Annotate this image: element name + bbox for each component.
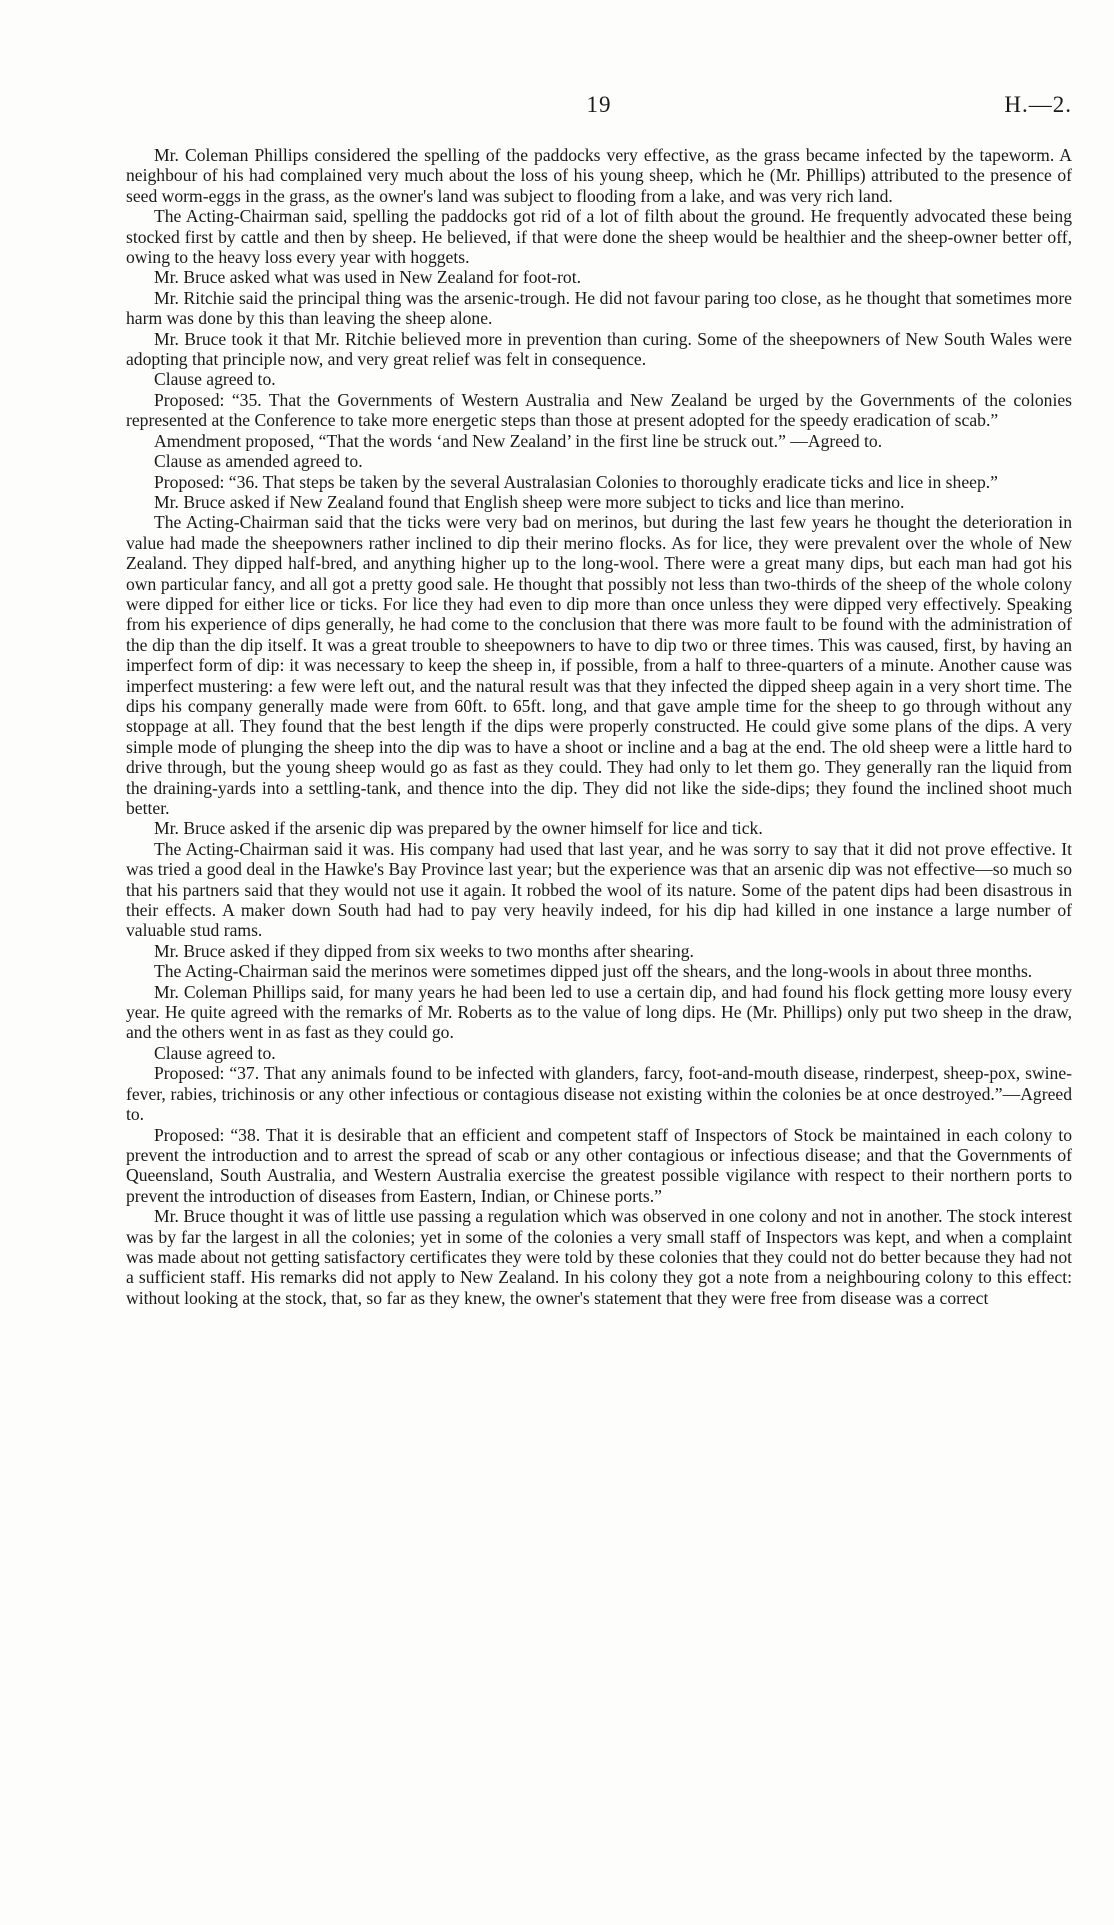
- paragraph: Mr. Bruce asked if the arsenic dip was prepared by the owner himself for lice and tick.: [154, 818, 763, 839]
- paragraph: Mr. Bruce thought it was of little use passing a regulation which was observed in one colony and not in another. The stock interest was by far the largest in all the colonies; yet in some of the colonies a very small staff of Inspectors was kept, and when a complaint was made about not getting satisfactory certificates they were told by these colonies that they could not do better because they had not a sufficient staff. His remarks did not apply to New Zealand. In his colony they got a note from a neighbouring colony to this effect: without looking at the stock, that, so far as they knew, the owner's statement that they were free from disease was a correct: [126, 1206, 1072, 1308]
- paragraph: Mr. Bruce asked what was used in New Zealand for foot-rot.: [154, 267, 582, 288]
- paragraph: Proposed: “37. That any animals found to be infected with glanders, farcy, foot-and-mouth disease, rinderpest, sheep-pox, swine-fever, rabies, trichinosis or any other infectious or contagious disease not existing within the colonies be at once destroyed.”—Agreed to.: [126, 1063, 1072, 1125]
- paragraph: The Acting-Chairman said, spelling the paddocks got rid of a lot of filth about the ground. He frequently advocated these being stocked first by cattle and then by sheep. He believed, if that were done the sheep would be healthier and the sheep-owner better off, owing to the heavy loss every year with hoggets.: [126, 206, 1072, 268]
- paragraph: The Acting-Chairman said that the ticks were very bad on merinos, but during the last few years he thought the deterioration in value had made the sheepowners rather inclined to dip their merino flocks. As for lice, they were prevalent over the whole of New Zealand. They dipped half-bred, and anything higher up to the long-wool. There were a great many dips, but each man had got his own particular fancy, and all got a pretty good sale. He thought that possibly not less than two-thirds of the sheep of the whole colony were dipped for either lice or ticks. For lice they had even to dip more than once unless they were dipped very effectively. Speaking from his experience of dips generally, he had come to the conclusion that there was more fault to be found with the administration of the dip than the dip itself. It was a great trouble to sheepowners to have to dip two or three times. This was caused, first, by having an imperfect form of dip: it was necessary to keep the sheep in, if possible, from a half to three-quarters of a minute. Another cause was imperfect mustering: a few were left out, and the natural result was that they infected the dipped sheep again in a very short time. The dips his company generally made were from 60ft. to 65ft. long, and that gave ample time for the sheep to go through without any stoppage at all. They found that the best length if the dips were properly constructed. He could give some plans of the dips. A very simple mode of plunging the sheep into the dip was to have a shoot or incline and a bag at the end. The old sheep were a little hard to drive through, but the young sheep would go as fast as they could. They had only to let them go. They generally ran the liquid from the draining-yards into a settling-tank, and thence into the dip. They did not like the side-dips; they found the inclined shoot much better.: [126, 512, 1072, 818]
- paragraph: The Acting-Chairman said the merinos were sometimes dipped just off the shears, and the long-wools in about three months.: [154, 961, 1033, 982]
- paragraph: Clause agreed to.: [154, 1042, 276, 1063]
- paragraph: Mr. Ritchie said the principal thing was the arsenic-trough. He did not favour paring too close, as he thought that sometimes more harm was done by this than leaving the sheep alone.: [126, 287, 1072, 329]
- paragraph: Proposed: “36. That steps be taken by the several Australasian Colonies to thoroughly eradicate ticks and lice in sheep.”: [154, 471, 998, 492]
- document-body: [126, 145, 1072, 1308]
- paragraph: Mr. Bruce took it that Mr. Ritchie believed more in prevention than curing. Some of the sheepowners of New South Wales were adopting that principle now, and very great relief was felt in consequence.: [126, 328, 1072, 370]
- paragraph: Amendment proposed, “That the words ‘and New Zealand’ in the first line be struck out.” —Agreed to.: [154, 430, 883, 451]
- paragraph: Clause agreed to.: [154, 369, 276, 390]
- document-reference: H.—2.: [1004, 92, 1072, 117]
- paragraph: Mr. Coleman Phillips said, for many years he had been led to use a certain dip, and had found his flock getting more lousy every year. He quite agreed with the remarks of Mr. Roberts as to the value of long dips. He (Mr. Phillips) only put two sheep in the draw, and the others went in as fast as they could go.: [126, 981, 1072, 1043]
- paragraph: Mr. Coleman Phillips considered the spelling of the paddocks very effective, as the grass became infected by the tapeworm. A neighbour of his had complained very much about the loss of his young sheep, which he (Mr. Phillips) attributed to the presence of seed worm-eggs in the grass, as the owner's land was subject to flooding from a lake, and was very rich land.: [126, 145, 1072, 206]
- paragraph: Proposed: “35. That the Governments of Western Australia and New Zealand be urged by the Governments of the colonies represented at the Conference to take more energetic steps than those at present adopted for the speedy eradication of scab.”: [126, 389, 1072, 431]
- paragraph: Proposed: “38. That it is desirable that an efficient and competent staff of Inspectors of Stock be maintained in each colony to prevent the introduction and to arrest the spread of scab or any other contagious or infectious disease; and that the Governments of Queensland, South Australia, and Western Australia exercise the greatest possible vigilance with respect to their northern ports to prevent the introduction of diseases from Eastern, Indian, or Chinese ports.”: [126, 1124, 1072, 1206]
- paragraph: The Acting-Chairman said it was. His company had used that last year, and he was sorry to say that it did not prove effective. It was tried a good deal in the Hawke's Bay Province last year; but the experience was that an arsenic dip was not effective—so much so that his partners said that they would not use it again. It robbed the wool of its nature. Some of the patent dips had been disastrous in their effects. A maker down South had had to pay very heavily indeed, for his dip had killed in one instance a large number of valuable stud rams.: [126, 838, 1072, 941]
- page-number: 19: [586, 92, 612, 117]
- paragraph: Mr. Bruce asked if New Zealand found that English sheep were more subject to ticks and lice than merino.: [154, 491, 905, 512]
- paragraph: Clause as amended agreed to.: [154, 451, 363, 472]
- paragraph: Mr. Bruce asked if they dipped from six weeks to two months after shearing.: [154, 940, 694, 961]
- page-header: [126, 92, 1072, 122]
